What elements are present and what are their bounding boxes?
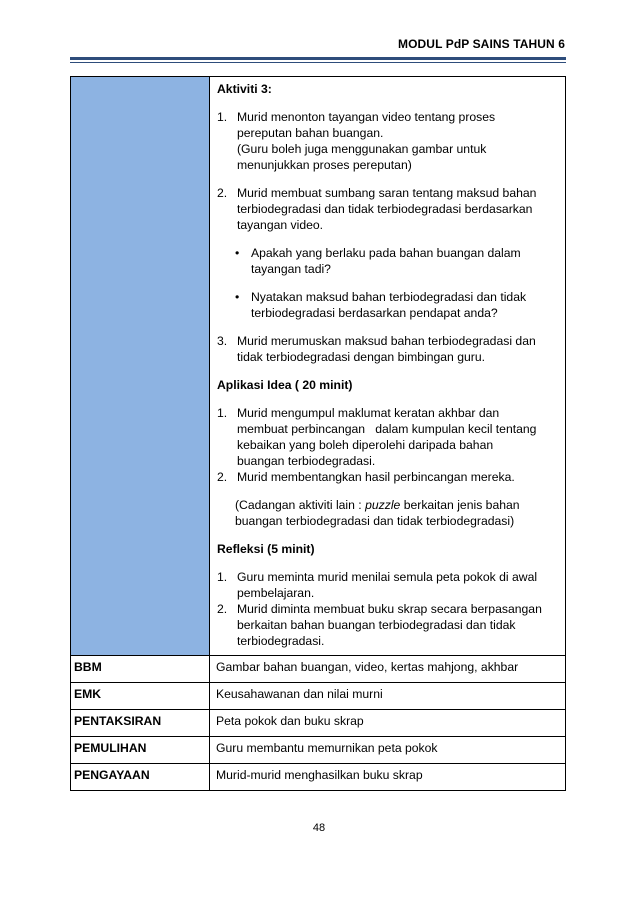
step-text: Murid membuat sumbang saran tentang maksud bahan: [237, 186, 537, 200]
activity3-steps: [217, 109, 560, 233]
row-label-pemulihan: PEMULIHAN: [71, 737, 210, 764]
bullet-text: Apakah yang berlaku pada bahan buangan dalam: [251, 246, 521, 260]
activity3-step-3: [217, 333, 560, 365]
step-number: 2.: [217, 186, 228, 200]
row-value-pengayaan: Murid-murid menghasilkan buku skrap: [210, 764, 566, 791]
activity3-step-1: [217, 109, 560, 173]
bullet-text: Nyatakan maksud bahan terbiodegradasi dan tidak: [251, 290, 527, 304]
header-title: MODUL PdP SAINS TAHUN 6: [398, 37, 565, 51]
table-row: [71, 656, 566, 683]
step-text: terbiodegradasi dan tidak terbiodegradasi berdasarkan: [237, 202, 533, 216]
row-label-bbm: BBM: [71, 656, 210, 683]
step-number: 2.: [217, 470, 228, 484]
table-row: [71, 737, 566, 764]
activity3-step-2: [217, 185, 560, 233]
step-text: pembelajaran.: [237, 586, 315, 600]
activity3-steps-cont: [217, 333, 560, 365]
step-number: 3.: [217, 334, 228, 348]
step-text: Murid membentangkan hasil perbincangan mereka.: [237, 470, 515, 484]
note-text: buangan terbiodegradasi dan tidak terbiodegradasi): [235, 514, 515, 528]
step-text: kebaikan yang boleh diperolehi daripada bahan: [237, 438, 494, 452]
row-value-emk: Keusahawanan dan nilai murni: [210, 683, 566, 710]
activity3-bullets: [217, 245, 560, 321]
aplikasi-step-2: [217, 469, 560, 485]
step-text: Murid menonton tayangan video tentang proses: [237, 110, 496, 124]
row-value-pentaksiran: Peta pokok dan buku skrap: [210, 710, 566, 737]
step-text: tidak terbiodegradasi dengan bimbingan guru.: [237, 350, 485, 364]
step-text: pereputan bahan buangan.: [237, 126, 384, 140]
aplikasi-step-1: [217, 405, 560, 469]
header-rule-thin: [70, 62, 566, 63]
step-text: menunjukkan proses pereputan): [237, 158, 412, 172]
step-number: 1.: [217, 570, 228, 584]
step-text: Murid diminta membuat buku skrap secara berpasangan: [237, 602, 542, 616]
bullet-icon: •: [235, 290, 240, 304]
refleksi-title: Refleksi (5 minit): [217, 542, 315, 556]
note-italic: puzzle: [365, 498, 401, 512]
header-rule: [70, 57, 566, 60]
activity3-title: Aktiviti 3:: [217, 82, 272, 96]
aplikasi-title: Aplikasi Idea ( 20 minit): [217, 378, 353, 392]
step-text: Murid merumuskan maksud bahan terbiodegradasi dan: [237, 334, 536, 348]
step-text: Guru meminta murid menilai semula peta pokok di awal: [237, 570, 538, 584]
step-text: tayangan video.: [237, 218, 324, 232]
note-text: (Cadangan aktiviti lain :: [235, 498, 366, 512]
note-text: berkaitan jenis bahan: [400, 498, 520, 512]
row-value-bbm: Gambar bahan buangan, video, kertas mahjong, akhbar: [210, 656, 566, 683]
bullet-item: [235, 289, 560, 321]
step-text: berkaitan bahan buangan terbiodegradasi dan tidak: [237, 618, 516, 632]
row-label-emk: EMK: [71, 683, 210, 710]
page-number: 48: [312, 822, 326, 834]
lesson-table: [70, 76, 566, 791]
row-label-pengayaan: PENGAYAAN: [71, 764, 210, 791]
step-text: Murid mengumpul maklumat keratan akhbar dan: [237, 406, 500, 420]
refleksi-step-1: [217, 569, 560, 601]
activity-row: [71, 77, 566, 656]
bullet-icon: •: [235, 246, 240, 260]
bullet-text: terbiodegradasi berdasarkan pendapat anda?: [251, 306, 498, 320]
refleksi-steps: [217, 569, 560, 649]
aplikasi-note: [217, 497, 560, 529]
step-text: (Guru boleh juga menggunakan gambar untuk: [237, 142, 487, 156]
table-row: [71, 764, 566, 791]
bullet-text: tayangan tadi?: [251, 262, 331, 276]
step-text: buangan terbiodegradasi.: [237, 454, 376, 468]
step-text: terbiodegradasi.: [237, 634, 325, 648]
table-row: [71, 710, 566, 737]
refleksi-step-2: [217, 601, 560, 649]
step-text: membuat perbincangan dalam kumpulan kecil tentang: [237, 422, 537, 436]
step-number: 2.: [217, 602, 228, 616]
row-label-pentaksiran: PENTAKSIRAN: [71, 710, 210, 737]
activity-label-cell: [71, 77, 210, 656]
step-number: 1.: [217, 110, 228, 124]
activity-content-cell: [210, 77, 566, 656]
step-number: 1.: [217, 406, 228, 420]
bullet-item: [235, 245, 560, 277]
table-row: [71, 683, 566, 710]
aplikasi-steps: [217, 405, 560, 485]
row-value-pemulihan: Guru membantu memurnikan peta pokok: [210, 737, 566, 764]
